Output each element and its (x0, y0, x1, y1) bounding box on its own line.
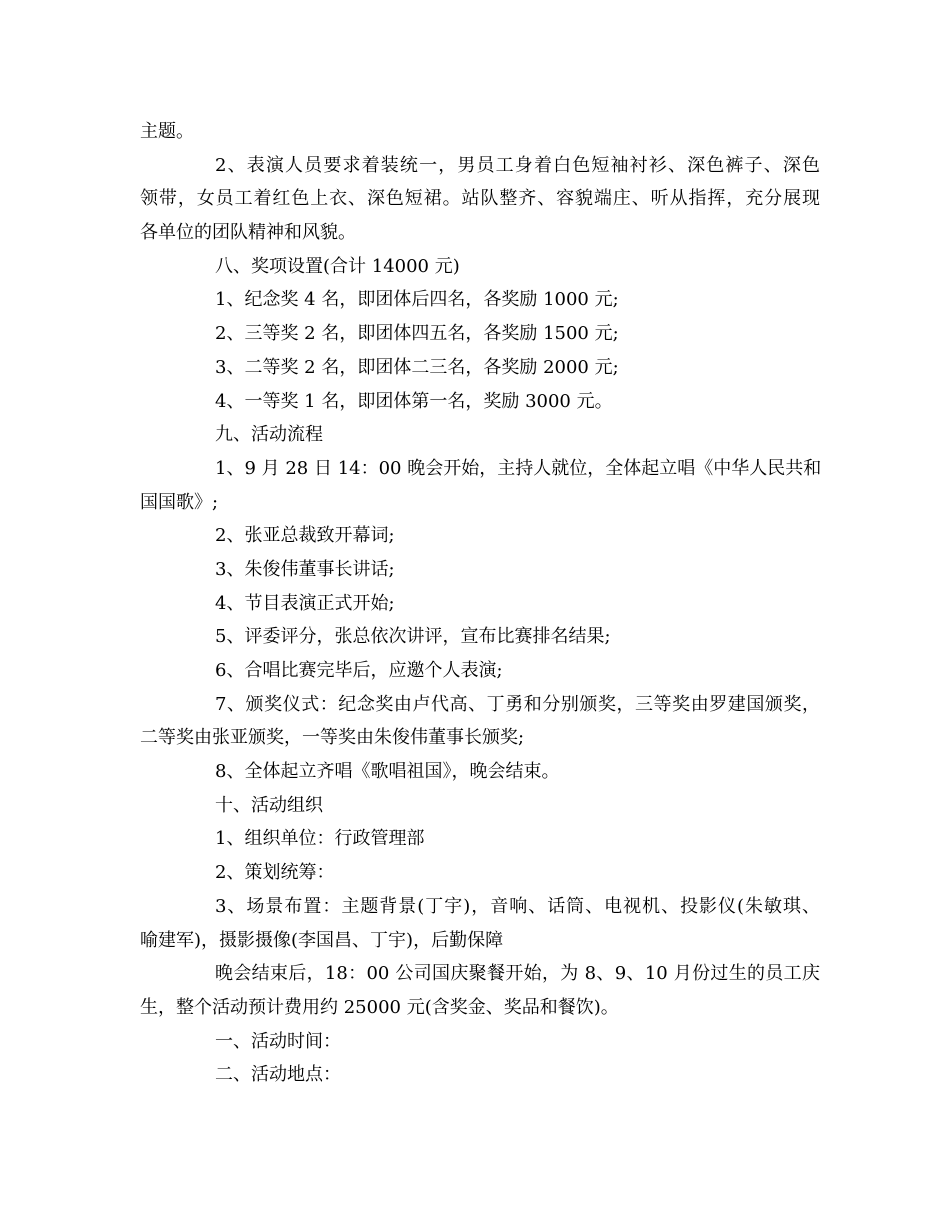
section-heading: 八、奖项设置(合计 14000 元) (215, 255, 460, 277)
text-line: 6、合唱比赛完毕后，应邀个人表演; (215, 660, 503, 681)
text-line: 主题。 (140, 121, 194, 142)
text-line: 7、颁奖仪式：纪念奖由卢代高、丁勇和分别颁奖，三等奖由罗建国颁奖， (215, 693, 820, 715)
text-line: 国国歌》; (140, 491, 219, 513)
section-heading: 十、活动组织 (215, 794, 323, 816)
text-line: 3、场景布置：主题背景(丁宇)，音响、话筒、电视机、投影仪(朱敏琪、 (215, 895, 820, 917)
text-line: 晚会结束后，18：00 公司国庆聚餐开始，为 8、9、10 月份过生的员工庆 (215, 963, 820, 985)
text-line: 3、二等奖 2 名，即团体二三名，各奖励 2000 元; (215, 356, 619, 378)
text-line: 2、三等奖 2 名，即团体四五名，各奖励 1500 元; (215, 323, 619, 345)
text-line: 2、策划统筹： (215, 862, 335, 884)
text-line: 2、张亚总裁致开幕词; (215, 525, 395, 547)
text-line: 领带，女员工着红色上衣、深色短裙。站队整齐、容貌端庄、听从指挥，充分展现 (140, 188, 820, 210)
text-line: 2、表演人员要求着装统一，男员工身着白色短袖衬衫、深色裤子、深色 (215, 154, 820, 176)
text-line: 1、组织单位：行政管理部 (215, 828, 425, 850)
text-line: 4、节目表演正式开始; (215, 592, 395, 614)
text-line: 生，整个活动预计费用约 25000 元(含奖金、奖品和餐饮)。 (140, 996, 619, 1018)
text-line: 二等奖由张亚颁奖，一等奖由朱俊伟董事长颁奖; (140, 727, 525, 749)
section-heading: 二、活动地点： (215, 1064, 341, 1086)
text-line: 3、朱俊伟董事长讲话; (215, 558, 395, 580)
section-heading: 一、活动时间： (215, 1030, 341, 1052)
text-line: 8、全体起立齐唱《歌唱祖国》，晚会结束。 (215, 761, 560, 783)
text-line: 喻建军)，摄影摄像(李国昌、丁宇)，后勤保障 (140, 929, 504, 951)
section-heading: 九、活动流程 (215, 424, 323, 446)
text-line: 1、9 月 28 日 14：00 晚会开始，主持人就位，全体起立唱《中华人民共和 (215, 457, 822, 479)
text-line: 4、一等奖 1 名，即团体第一名，奖励 3000 元。 (215, 390, 613, 412)
text-line: 1、纪念奖 4 名，即团体后四名，各奖励 1000 元; (215, 289, 619, 311)
document-body (140, 115, 820, 1092)
text-line: 5、评委评分，张总依次讲评，宣布比赛排名结果; (215, 626, 611, 648)
text-line: 各单位的团队精神和风貌。 (140, 222, 356, 244)
